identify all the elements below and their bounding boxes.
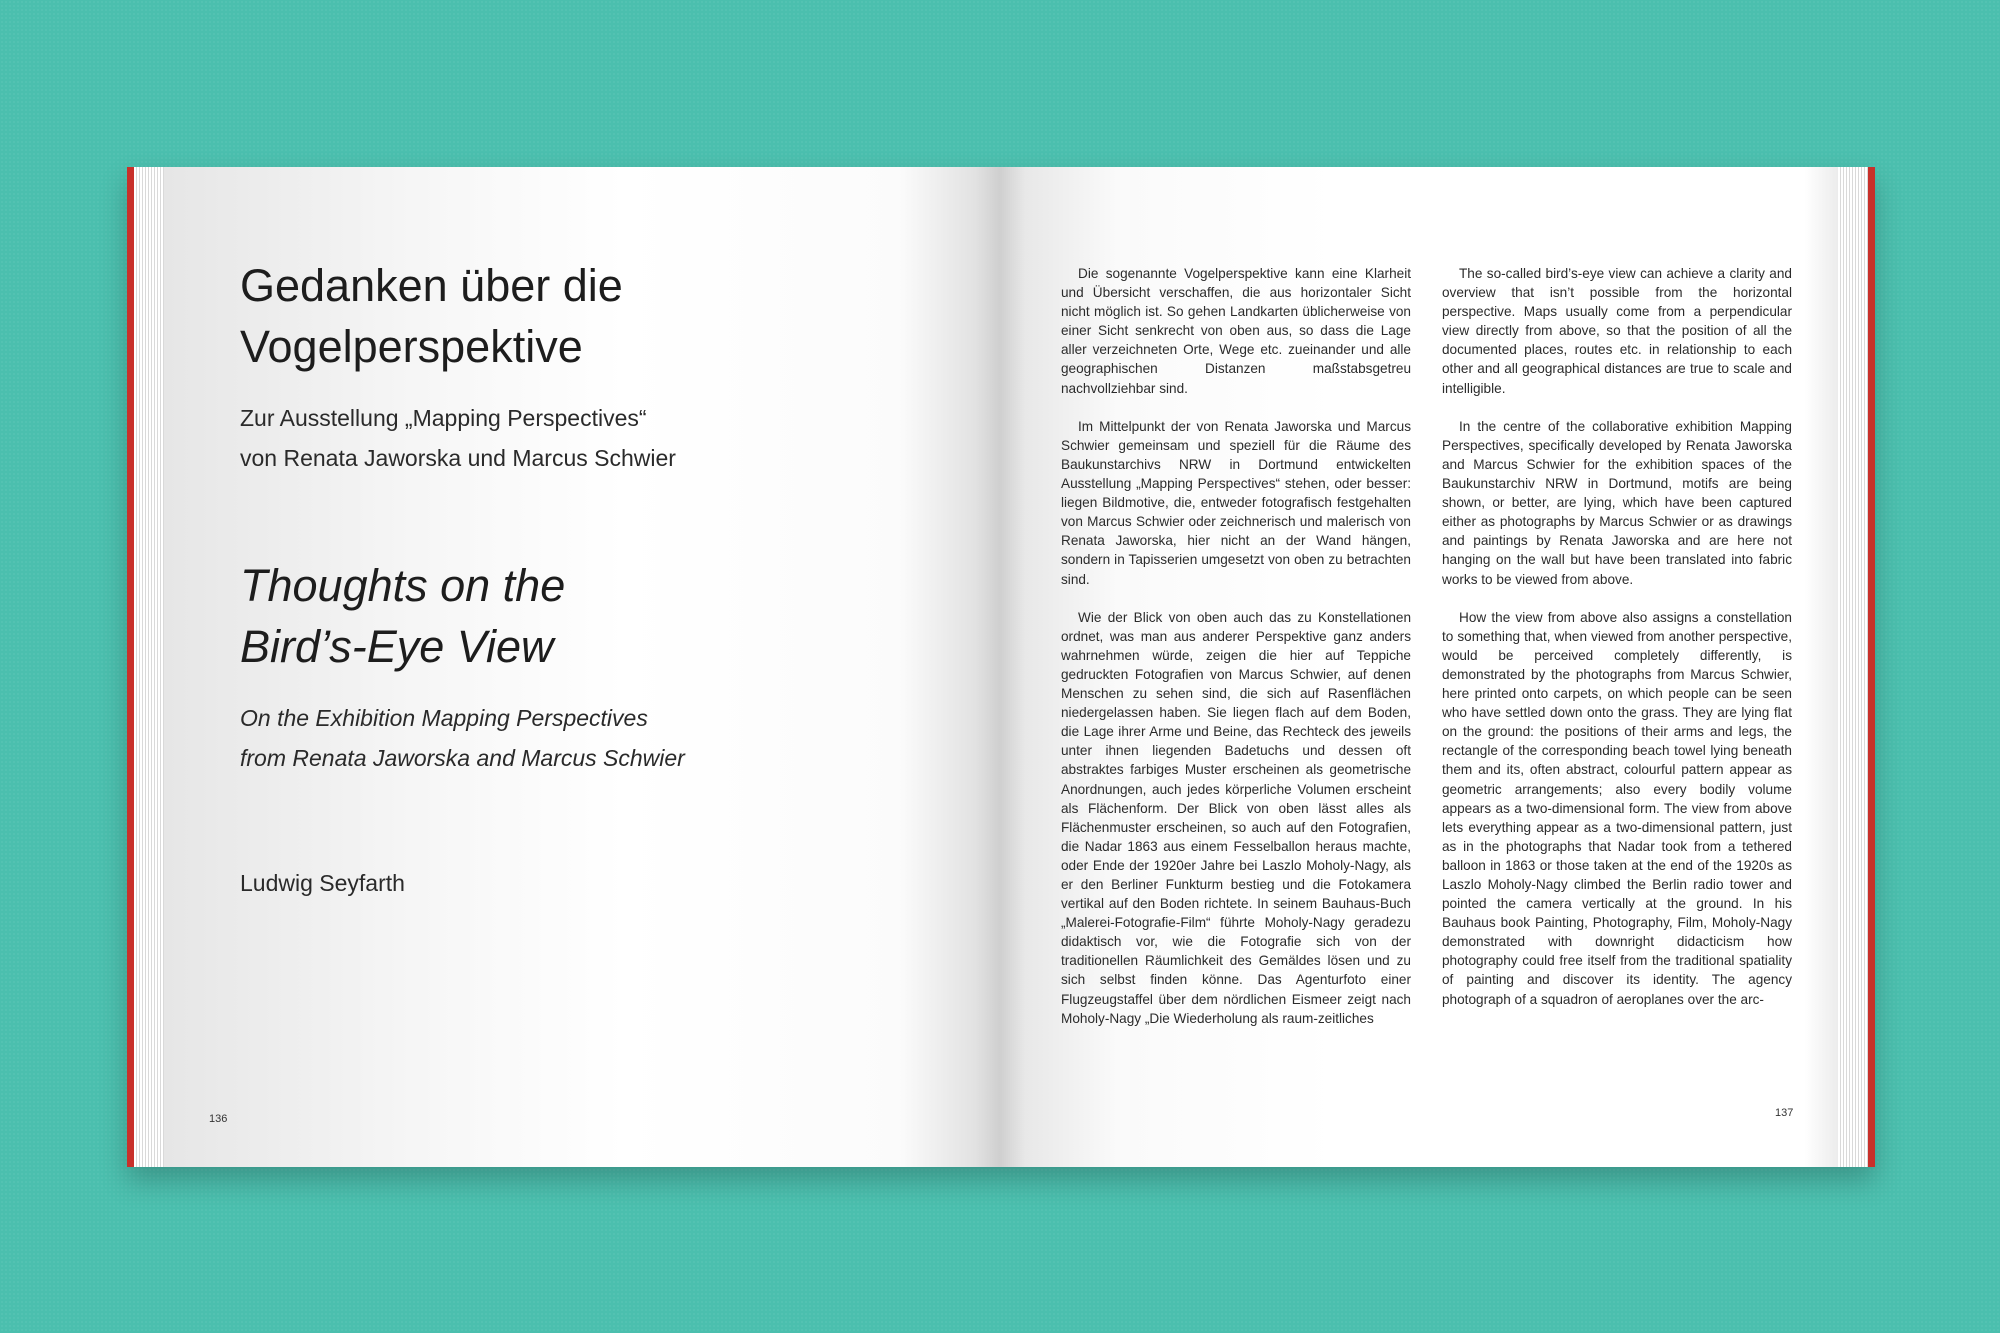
german-paragraph: Wie der Blick von oben auch das zu Konstellationen ordnet, was man aus anderer Perspektive ganz anders wahrnehmen würde, zeigen die hier auf Teppiche gedruckten Fotografien von Marcus Schwier, auf denen Menschen zu sehen sind, die sich auf Rasenflächen niedergelassen haben. Sie liegen flach auf dem Boden, die Lage ihrer Arme und Beine, das Rechteck des jeweils unter ihnen liegenden Badetuchs und dessen oft abstraktes farbiges Muster erscheinen als geometrische Anordnungen, auch jedes körperliche Volumen erscheint als Flächenform. Der Blick von oben lässt alles als Flächenmuster erscheinen, so auch auf den Fotografien, die Nadar 1863 aus einem Fesselballon heraus machte, oder Ende der 1920er Jahre bei Laszlo Moholy-Nagy, als er den Berliner Funkturm bestieg und die Fotokamera vertikal auf den Boden richtete. In seinem Bauhaus-Buch „Malerei-Fotografie-Film“ führte Moholy-Nagy geradezu didaktisch vor, wie die Fotografie sich von der traditionellen Räumlichkeit des Gemäldes lösen und zu sich selbst finden könne. Das Agenturfoto einer Flugzeugstaffel über dem nördlichen Eismeer zeigt nach Moholy-Nagy „Die Wiederholung als raum-zeitliches bbox=[1061, 609, 1411, 1026]
german-subtitle bbox=[240, 398, 840, 478]
page-number-right: 137 bbox=[1775, 1107, 1794, 1119]
english-paragraph: In the centre of the collaborative exhibition Mapping Perspectives, specifically developed by Renata Jaworska and Marcus Schwier for the exhibition spaces of the Baukunstarchiv NRW in Dortmund, motifs are being shown, or better, are lying, which have been captured either as photographs by Marcus Schwier or as drawings and paintings by Renata Jaworska and are here not hanging on the wall but have been translated into fabric works to be viewed from above. bbox=[1442, 418, 1792, 587]
english-subtitle-line: On the Exhibition Mapping Perspectives bbox=[240, 705, 648, 731]
right-cover-edge bbox=[1868, 167, 1875, 1167]
page-number-left: 136 bbox=[209, 1113, 228, 1125]
english-title bbox=[240, 555, 860, 677]
english-paragraph: How the view from above also assigns a constellation to something that, when viewed from another perspective, would be perceived completely differently, is demonstrated by the photographs from Marcus Schwier, here printed onto carpets, on which people can be seen who have settled down onto the grass. They are lying flat on the ground: the positions of their arms and legs, the rectangle of the corresponding beach towel lying beneath them and its, often abstract, colourful pattern appear as geometric arrangements; also every bodily volume appears as a two-dimensional form. The view from above lets everything appear as a two-dimensional pattern, just as in the photographs that Nadar took from a tethered balloon in 1863 or those taken at the end of the 1920s as Laszlo Moholy-Nagy climbed the Berlin radio tower and pointed the camera vertically at the ground. In his Bauhaus book Painting, Photography, Film, Moholy-Nagy demonstrated with downright didacticism how photography could free itself from the traditional spatiality of painting and discover its identity. The agency photograph of a squadron of aeroplanes over the arc- bbox=[1442, 609, 1792, 1007]
left-page-stack bbox=[134, 167, 164, 1167]
german-paragraph: Die sogenannte Vogelperspektive kann eine Klarheit und Übersicht verschaffen, die aus horizontaler Sicht nicht möglich ist. So gehen Landkarten üblicherweise von einer Sicht senkrecht von oben aus, so dass die Lage aller verzeichneten Orte, Wege etc. zueinander und alle geographischen Distanzen maßstabsgetreu nachvollziehbar sind. bbox=[1061, 266, 1411, 396]
left-cover-edge bbox=[127, 167, 134, 1167]
german-subtitle-line: von Renata Jaworska und Marcus Schwier bbox=[240, 445, 676, 471]
english-subtitle-line: from Renata Jaworska and Marcus Schwier bbox=[240, 745, 685, 771]
german-title-line: Gedanken über die bbox=[240, 260, 623, 311]
english-paragraph: The so-called bird’s-eye view can achieve a clarity and overview that isn’t possible from the horizontal perspective. Maps usually come from a perpendicular view directly from above, so that the position of all the documented places, routes etc. in relationship to each other and all geographical distances are true to scale and intelligible. bbox=[1442, 266, 1792, 396]
author-name: Ludwig Seyfarth bbox=[240, 870, 405, 896]
german-title-line: Vogelperspektive bbox=[240, 321, 583, 372]
right-page-stack bbox=[1838, 167, 1868, 1167]
english-title-line: Thoughts on the bbox=[240, 560, 566, 611]
english-title-line: Bird’s-Eye View bbox=[240, 621, 554, 672]
german-paragraph: Im Mittelpunkt der von Renata Jaworska und Marcus Schwier gemeinsam und speziell für die Räume des Baukunstarchivs NRW in Dortmund entwickelten Ausstellung „Mapping Perspectives“ stehen, oder besser: liegen Bildmotive, die, entweder fotografisch festgehalten von Marcus Schwier oder zeichnerisch und malerisch von Renata Jaworska, hier nicht an der Wand hängen, sondern in Tapisserien umgesetzt von oben zu betrachten sind. bbox=[1061, 418, 1411, 587]
english-subtitle bbox=[240, 698, 840, 778]
english-text-column bbox=[1442, 264, 1792, 1028]
german-text-column bbox=[1061, 264, 1411, 1047]
german-subtitle-line: Zur Ausstellung „Mapping Perspectives“ bbox=[240, 405, 647, 431]
german-title bbox=[240, 255, 860, 377]
